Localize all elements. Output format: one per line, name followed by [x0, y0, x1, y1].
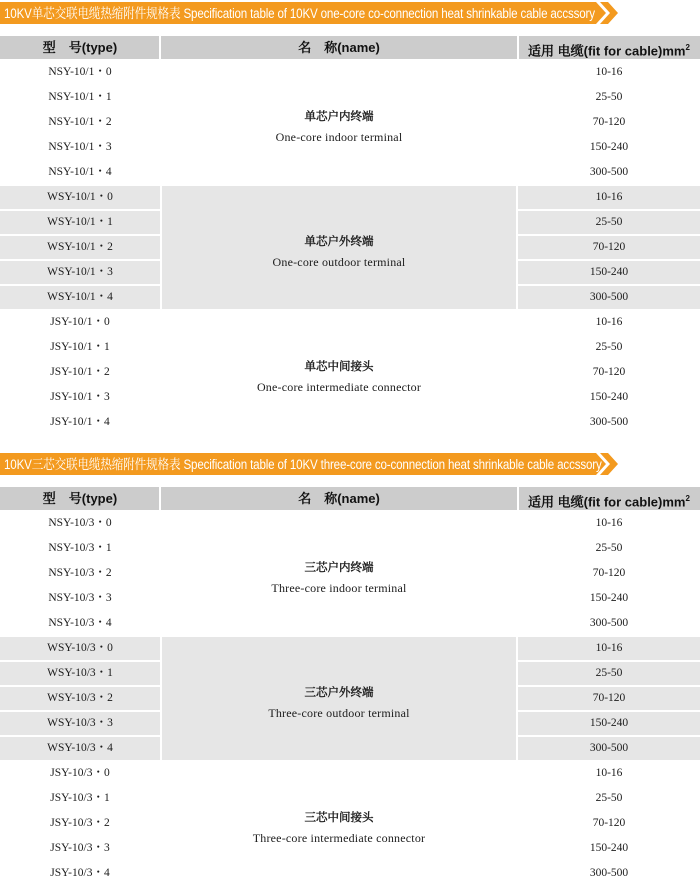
cable-size-cell: 300-500	[589, 166, 629, 178]
header-cable	[518, 487, 700, 510]
header-divider	[159, 36, 161, 59]
cable-size-cell: 70-120	[518, 687, 700, 710]
cable-size-cell: 150-240	[589, 141, 629, 153]
model-cell: NSY-10/3・3	[48, 592, 112, 604]
cable-size-cell: 70-120	[592, 567, 626, 579]
product-group	[0, 61, 700, 186]
cable-size-cell: 10-16	[518, 637, 700, 660]
cable-size-cell: 25-50	[595, 341, 623, 353]
banner-title: 10KV三芯交联电缆热缩附件规格表 Specification table of 10KV three-core co-connection heat shrinkable cable accssory	[4, 457, 602, 472]
cable-size-cell: 25-50	[595, 792, 623, 804]
cable-size-cell: 150-240	[589, 592, 629, 604]
cable-size-cell: 70-120	[592, 366, 626, 378]
model-cell: WSY-10/3・1	[0, 662, 160, 685]
model-cell: NSY-10/3・4	[48, 617, 112, 629]
product-name-zh: 单芯户外终端	[304, 236, 374, 248]
cable-size-cell: 150-240	[589, 842, 629, 854]
table-header	[0, 487, 700, 510]
header-cable-sup: 2	[685, 494, 690, 503]
header-divider	[517, 36, 519, 59]
banner-title: 10KV单芯交联电缆热缩附件规格表 Specification table of 10KV one-core co-connection heat shrinkable cable accssory	[4, 6, 595, 21]
model-cell: JSY-10/1・2	[50, 366, 110, 378]
header-cable-sup: 2	[685, 43, 690, 52]
cable-size-cell: 150-240	[518, 712, 700, 735]
product-name-en: One-core outdoor terminal	[272, 255, 406, 269]
product-name-cell	[162, 637, 516, 760]
cable-size-cell: 300-500	[518, 737, 700, 760]
product-name-zh: 三芯中间接头	[304, 812, 374, 824]
header-type: 型 号(type)	[42, 491, 118, 506]
cable-size-cell: 70-120	[592, 116, 626, 128]
model-cell: NSY-10/1・0	[48, 66, 112, 78]
header-name: 名 称(name)	[298, 40, 380, 55]
product-group	[0, 512, 700, 637]
header-cable-label: 适用 电缆(fit for cable)mm	[528, 43, 686, 59]
product-name-en: One-core indoor terminal	[275, 130, 403, 144]
cable-size-cell: 10-16	[595, 767, 623, 779]
product-name-zh: 单芯户内终端	[304, 111, 374, 123]
model-cell: WSY-10/3・4	[0, 737, 160, 760]
product-group	[0, 186, 700, 311]
model-cell: JSY-10/3・0	[50, 767, 110, 779]
cable-size-cell: 10-16	[595, 517, 623, 529]
product-name-en: Three-core indoor terminal	[271, 581, 407, 595]
model-cell: WSY-10/3・0	[0, 637, 160, 660]
model-cell: JSY-10/1・1	[50, 341, 110, 353]
header-divider	[517, 487, 519, 510]
cable-size-cell: 70-120	[518, 236, 700, 259]
model-cell: WSY-10/1・2	[0, 236, 160, 259]
model-cell: JSY-10/1・0	[50, 316, 110, 328]
model-cell: JSY-10/1・4	[50, 416, 110, 428]
product-name-en: One-core intermediate connector	[256, 380, 422, 394]
product-name-zh: 三芯户外终端	[304, 687, 374, 699]
product-name-zh: 单芯中间接头	[304, 361, 374, 373]
header-type: 型 号(type)	[42, 40, 118, 55]
model-cell: WSY-10/3・3	[0, 712, 160, 735]
cable-size-cell: 300-500	[589, 867, 629, 879]
model-cell: JSY-10/3・2	[50, 817, 110, 829]
model-cell: WSY-10/1・3	[0, 261, 160, 284]
cable-size-cell: 10-16	[595, 316, 623, 328]
model-cell: WSY-10/1・1	[0, 211, 160, 234]
header-divider	[159, 487, 161, 510]
product-name-en: Three-core intermediate connector	[252, 831, 426, 845]
cable-size-cell: 300-500	[589, 416, 629, 428]
cable-size-cell: 25-50	[595, 91, 623, 103]
model-cell: NSY-10/1・2	[48, 116, 112, 128]
product-group	[0, 637, 700, 762]
model-cell: NSY-10/3・0	[48, 517, 112, 529]
cable-size-cell: 150-240	[589, 391, 629, 403]
header-cable-label: 适用 电缆(fit for cable)mm	[528, 494, 686, 510]
model-cell: NSY-10/1・1	[48, 91, 112, 103]
product-name-en: Three-core outdoor terminal	[268, 706, 410, 720]
product-name-cell	[162, 762, 516, 885]
model-cell: NSY-10/3・2	[48, 567, 112, 579]
product-name-zh: 三芯户内终端	[304, 562, 374, 574]
section-banner	[0, 453, 618, 475]
cable-size-cell: 25-50	[595, 542, 623, 554]
model-cell: WSY-10/1・4	[0, 286, 160, 309]
cable-size-cell: 10-16	[595, 66, 623, 78]
header-cable	[518, 36, 700, 59]
product-group	[0, 311, 700, 436]
product-name-cell	[162, 61, 516, 184]
table-header	[0, 36, 700, 59]
section-banner	[0, 2, 618, 24]
model-cell: JSY-10/3・4	[50, 867, 110, 879]
product-name-cell	[162, 311, 516, 434]
product-name-cell	[162, 512, 516, 635]
cable-size-cell: 70-120	[592, 817, 626, 829]
model-cell: WSY-10/3・2	[0, 687, 160, 710]
cable-size-cell: 300-500	[589, 617, 629, 629]
cable-size-cell: 150-240	[518, 261, 700, 284]
header-name: 名 称(name)	[298, 491, 380, 506]
model-cell: NSY-10/1・3	[48, 141, 112, 153]
cable-size-cell: 25-50	[518, 211, 700, 234]
cable-size-cell: 300-500	[518, 286, 700, 309]
model-cell: JSY-10/3・1	[50, 792, 110, 804]
model-cell: JSY-10/3・3	[50, 842, 110, 854]
cable-size-cell: 10-16	[518, 186, 700, 209]
model-cell: NSY-10/3・1	[48, 542, 112, 554]
product-group	[0, 762, 700, 887]
model-cell: JSY-10/1・3	[50, 391, 110, 403]
cable-size-cell: 25-50	[518, 662, 700, 685]
model-cell: NSY-10/1・4	[48, 166, 112, 178]
product-name-cell	[162, 186, 516, 309]
model-cell: WSY-10/1・0	[0, 186, 160, 209]
